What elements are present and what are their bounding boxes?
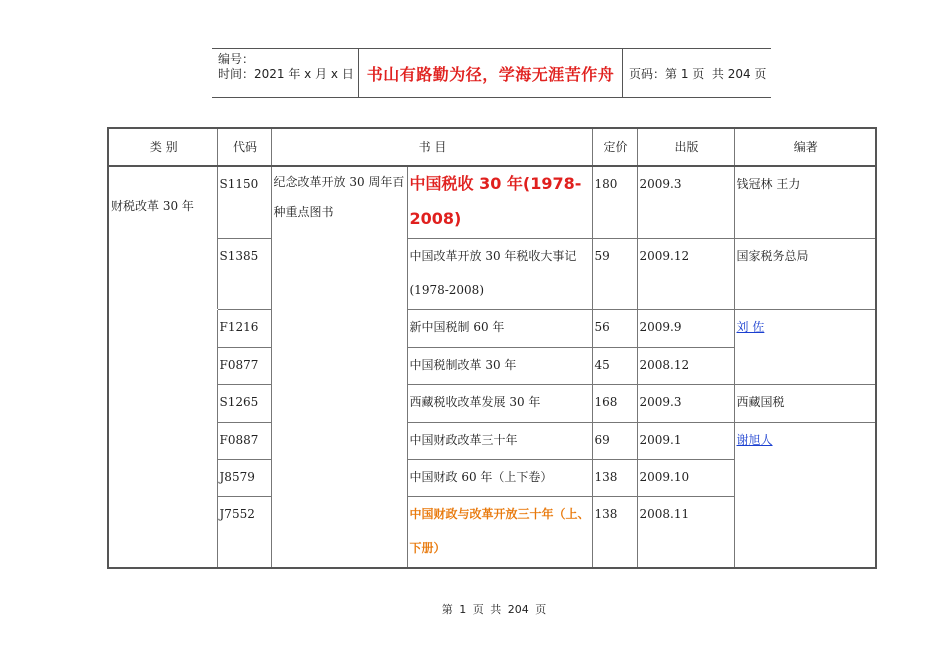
price-cell: 45 [592,347,637,384]
title-text: 中国财政与改革开放三十年（上、下册） [409,506,590,555]
author-cell: 西藏国税 [734,384,876,422]
header-category: 类 别 [108,128,217,166]
code-cell: J8579 [217,459,271,496]
price-cell: 56 [592,309,637,347]
number-label: 编号： [218,52,255,66]
header-title: 书 目 [271,128,592,166]
author-cell [734,422,876,568]
table-row [108,166,876,238]
author-cell: 国家税务总局 [734,238,876,309]
title-cell: 中国财政 60 年（上下卷） [407,459,592,496]
date-cell: 2008.11 [637,496,734,568]
category-blank-cell [108,309,217,568]
code-cell: S1385 [217,238,271,309]
header-publish: 出版 [637,128,734,166]
series-cell: 纪念改革开放 30 周年百种重点图书 [271,166,407,568]
date-cell: 2009.12 [637,238,734,309]
header-code: 代码 [217,128,271,166]
header-meta [212,49,359,97]
title-text: 中国税收 30 年(1978-2008) [409,174,582,228]
table-row [108,238,876,309]
title-cell: 中国税制改革 30 年 [407,347,592,384]
price-cell: 138 [592,496,637,568]
code-cell: J7552 [217,496,271,568]
date-cell: 2008.12 [637,347,734,384]
table-row [108,422,876,459]
author-cell: 钱冠林 王力 [734,166,876,238]
document-header [212,48,771,98]
price-cell: 168 [592,384,637,422]
title-cell: 西藏税收改革发展 30 年 [407,384,592,422]
time-label: 时间：2021 年 x 月 x 日 [218,67,354,81]
price-cell: 138 [592,459,637,496]
date-cell: 2009.1 [637,422,734,459]
date-cell: 2009.3 [637,166,734,238]
author-cell [734,309,876,384]
price-cell: 59 [592,238,637,309]
title-cell: 新中国税制 60 年 [407,309,592,347]
header-page-info [623,49,771,97]
table-header-row [108,128,876,166]
page-footer: 第 1 页 共 204 页 [441,603,547,616]
header-motto: 书山有路勤为径，学海无涯苦作舟 [359,49,623,97]
category-cell: 财税改革 30 年 [108,166,217,309]
table-row [108,384,876,422]
code-cell: S1150 [217,166,271,238]
date-cell: 2009.10 [637,459,734,496]
code-cell: S1265 [217,384,271,422]
title-cell: 中国改革开放 30 年税收大事记(1978-2008) [407,238,592,309]
header-author: 编著 [734,128,876,166]
code-cell: F1216 [217,309,271,347]
page-info-text: 页码：第 1 页 共 204 页 [629,66,767,81]
book-table [107,127,877,569]
price-cell: 180 [592,166,637,238]
title-cell: 中国财政改革三十年 [407,422,592,459]
author-link[interactable]: 谢旭人 [736,432,773,447]
title-cell [407,496,592,568]
code-cell: F0877 [217,347,271,384]
code-cell: F0887 [217,422,271,459]
header-price: 定价 [592,128,637,166]
table-row [108,309,876,347]
title-cell [407,166,592,238]
date-cell: 2009.3 [637,384,734,422]
author-link[interactable]: 刘 佐 [736,319,765,334]
date-cell: 2009.9 [637,309,734,347]
price-cell: 69 [592,422,637,459]
